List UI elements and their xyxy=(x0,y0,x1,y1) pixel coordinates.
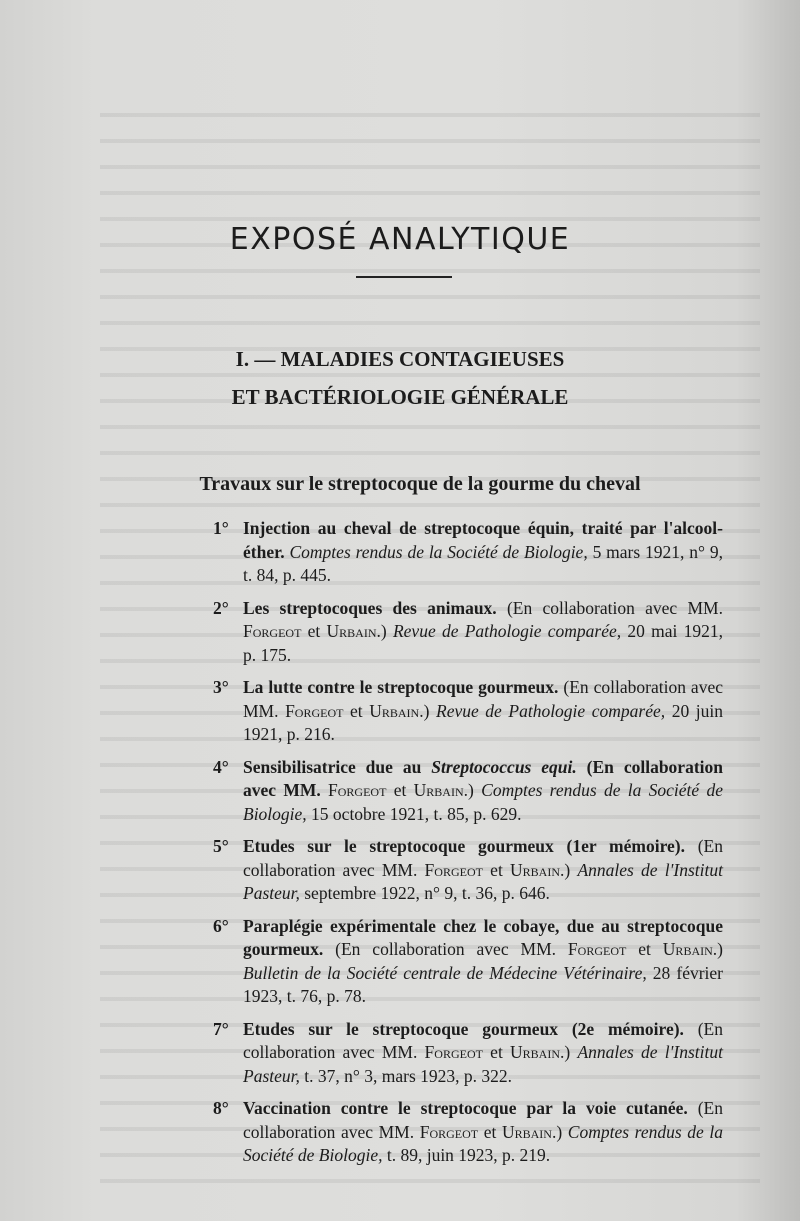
entry-text-segment: Urbain xyxy=(413,780,464,800)
publication-entry xyxy=(213,1097,723,1168)
entry-text-segment: Comptes rendus de la Société de Biologie, xyxy=(289,541,588,562)
entry-text-segment: (En collaboration avec MM. xyxy=(243,1098,723,1142)
entry-text-segment: 20 mai 1921, p. 175. xyxy=(243,621,723,665)
entry-text-segment: Urbain xyxy=(369,700,420,721)
publication-entry xyxy=(213,597,723,668)
entry-text-segment: septembre 1922, n° 9, t. 36, p. 646. xyxy=(299,883,550,903)
entry-text-segment: t. 37, n° 3, mars 1923, p. 322. xyxy=(299,1065,513,1086)
title-rule xyxy=(356,276,452,278)
entry-text-segment: Forgeot xyxy=(419,1121,479,1142)
entry-text-segment: .) xyxy=(712,939,723,959)
entry-text-segment: Bulletin de la Société centrale de Médecine Vétérinaire, xyxy=(243,962,647,983)
entry-text-segment: Injection au cheval de streptocoque équin, traité par l'alcool-éther. xyxy=(243,518,723,562)
subsection-title: Travaux sur le streptocoque de la gourme du cheval xyxy=(199,473,641,495)
entry-text-segment: Urbain xyxy=(662,939,713,959)
publication-entry xyxy=(213,835,723,906)
entry-text-segment: Forgeot xyxy=(424,859,483,880)
entry-text-segment: et xyxy=(482,1042,511,1062)
entry-text-segment: 15 octobre 1921, t. 85, p. 629. xyxy=(306,803,522,824)
publication-list xyxy=(0,517,800,1177)
entry-text-segment: .) xyxy=(463,780,482,800)
entry-text-segment: La lutte contre le streptocoque gourmeux. xyxy=(243,677,559,697)
entry-text-segment: Forgeot xyxy=(424,1042,483,1062)
entry-text-segment: Etudes sur le streptocoque gourmeux (1er mémoire). xyxy=(243,836,685,856)
entry-text-segment: Annales de l'Institut Pasteur, xyxy=(243,859,723,903)
entry-text-segment: et xyxy=(343,700,370,721)
entry-text-segment: et xyxy=(626,939,663,959)
publication-entry xyxy=(213,915,723,1009)
entry-text-segment: 5 mars 1921, n° 9, t. 84, p. 445. xyxy=(243,541,724,585)
entry-text-segment: (En collaboration avec MM. xyxy=(323,939,568,959)
entry-text-segment: Streptococcus equi. xyxy=(431,756,577,777)
entry-text-segment: Revue de Pathologie comparée, xyxy=(436,700,666,721)
entry-text-segment: Comptes rendus de la Société de Biologie, xyxy=(243,1121,723,1165)
entry-text-segment: t. 89, juin 1923, p. 219. xyxy=(382,1145,551,1165)
entry-text-segment: (En collaboration avec MM. xyxy=(243,836,723,880)
entry-text-segment: .) xyxy=(419,700,436,721)
entry-text-segment: Paraplégie expérimentale chez le cobaye, due au streptocoque gourmeux. xyxy=(243,915,723,959)
entry-text-segment: et xyxy=(482,859,511,880)
entry-text-segment: Forgeot xyxy=(285,700,344,721)
entry-text-segment: Urbain xyxy=(510,1042,561,1062)
entry-text-segment: Urbain xyxy=(326,621,377,641)
entry-text-segment: Vaccination contre le streptocoque par la voie cutanée. xyxy=(243,1098,688,1118)
entry-text-segment: Etudes sur le streptocoque gourmeux (2e mémoire). xyxy=(243,1018,684,1039)
entry-number: 4° xyxy=(213,756,229,777)
entry-text-segment: .) xyxy=(376,621,393,641)
entry-number: 6° xyxy=(213,915,229,936)
section-title xyxy=(0,340,800,416)
section-title-line-2: ET BACTÉRIOLOGIE GÉNÉRALE xyxy=(231,385,569,409)
entry-text-segment: Forgeot xyxy=(328,780,387,800)
entry-text-segment: 28 février 1923, t. 76, p. 78. xyxy=(243,962,723,1006)
entry-text-segment: et xyxy=(386,780,414,800)
entry-text-segment: .) xyxy=(560,1042,578,1062)
publication-entry xyxy=(213,1018,723,1089)
entry-number: 3° xyxy=(213,677,229,697)
entry-number: 5° xyxy=(213,836,229,856)
entry-text-segment: Annales de l'Institut Pasteur, xyxy=(243,1042,723,1086)
entry-text-segment: Forgeot xyxy=(243,621,302,641)
publication-entry xyxy=(213,676,723,747)
entry-text-segment: Comptes rendus de la Société de Biologie, xyxy=(243,780,723,824)
entry-text-segment: 20 juin 1921, p. 216. xyxy=(243,700,723,744)
entry-text-segment: Sensibilisatrice due au xyxy=(243,756,432,777)
entry-number: 8° xyxy=(213,1098,229,1118)
section-title-line-1: I. — MALADIES CONTAGIEUSES xyxy=(235,347,565,371)
entry-text-segment: .) xyxy=(560,859,578,880)
entry-text-segment: et xyxy=(478,1121,502,1142)
entry-text-segment: Urbain xyxy=(510,859,561,880)
entry-text-segment: et xyxy=(301,621,327,641)
entry-text-segment: .) xyxy=(551,1121,568,1142)
entry-text-segment: (En collaboration avec MM. xyxy=(243,756,723,800)
entry-number: 2° xyxy=(213,597,229,618)
entry-text-segment: (En collaboration avec MM. xyxy=(243,677,723,721)
entry-number: 1° xyxy=(213,518,229,538)
publication-entry xyxy=(213,756,723,827)
entry-text-segment: (En collaboration avec MM. xyxy=(496,597,723,618)
entry-text-segment: Forgeot xyxy=(567,939,627,959)
entry-number: 7° xyxy=(213,1018,229,1039)
entry-text-segment: Revue de Pathologie comparée, xyxy=(392,621,622,641)
publication-entry xyxy=(213,517,724,588)
entry-text-segment: (En collaboration avec MM. xyxy=(243,1018,723,1062)
entry-text-segment: Urbain xyxy=(501,1121,552,1142)
entry-text-segment: Les streptocoques des animaux. xyxy=(243,597,497,618)
page-title: EXPOSÉ ANALYTIQUE xyxy=(229,222,571,257)
